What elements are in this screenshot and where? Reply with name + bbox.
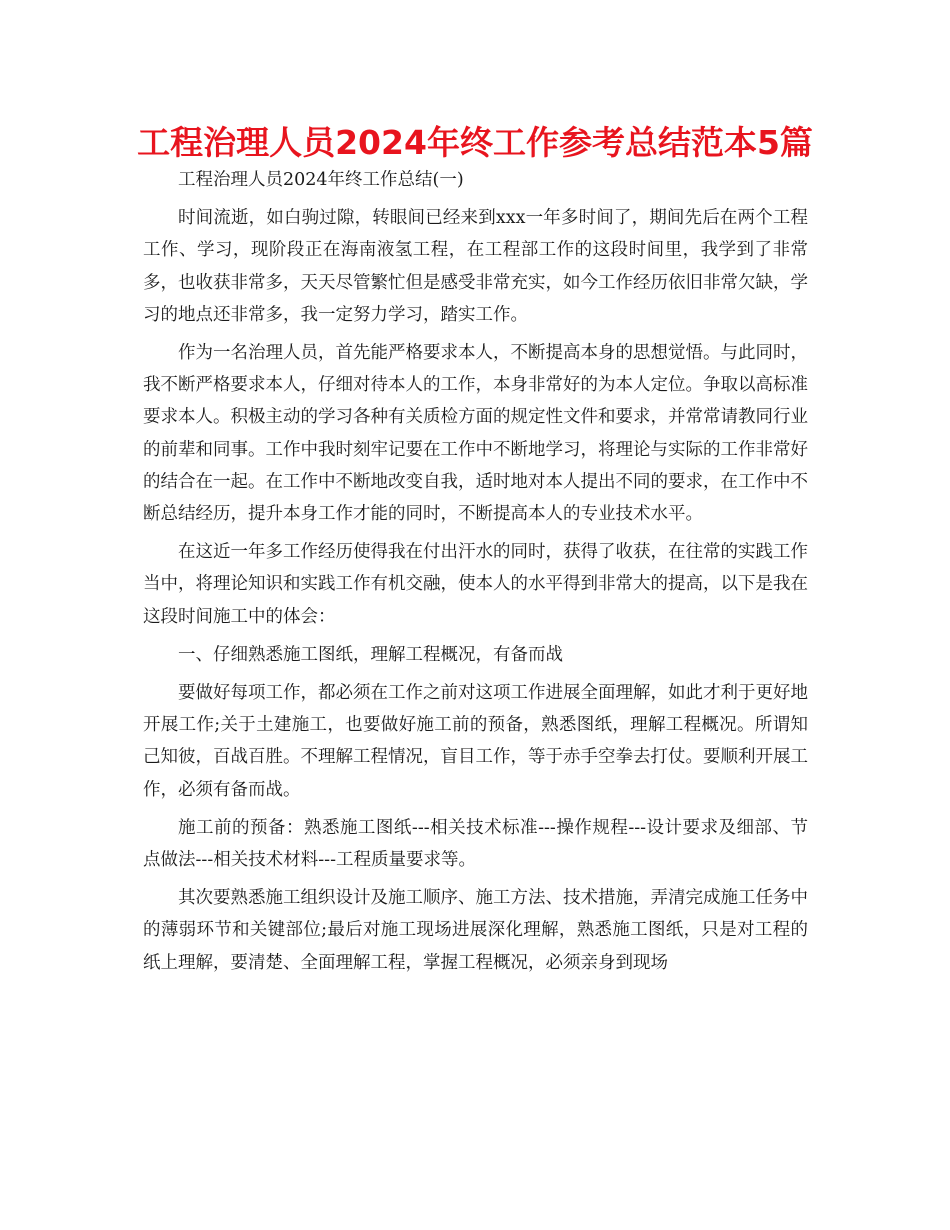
paragraph-pre-construction: 施工前的预备：熟悉施工图纸---相关技术标准---操作规程---设计要求及细部、节点做法---相关技术材料---工程质量要求等。 xyxy=(143,817,808,871)
paragraph-self-requirements: 作为一名治理人员，首先能严格要求本人，不断提高本身的思想觉悟。与此同时，我不断严格要求本人，仔细对待本人的工作，本身非常好的为本人定位。争取以高标准要求本人。积极主动的学习各种有关质检方面的规定性文件和要求，并常常请教同行业的前辈和同事。工作中我时刻牢记要在工作中不断地学习，将理论与实际的工作非常好的结合在一起。在工作中不断地改变自我，适时地对本人提出不同的要求，在工作中不断总结经历，提升本身工作才能的同时，不断提高本人的专业技术水平。 xyxy=(143,343,808,525)
document-body xyxy=(143,164,808,979)
paragraph-intro: 时间流逝，如白驹过隙，转眼间已经来到xxx一年多时间了，期间先后在两个工程工作、学习，现阶段正在海南液氢工程，在工程部工作的这段时间里，我学到了非常多，也收获非常多，天天尽管繁忙但是感受非常充实，如今工作经历依旧非常欠缺，学习的地点还非常多，我一定努力学习，踏实工作。 xyxy=(143,208,808,325)
section-heading-one: 一、仔细熟悉施工图纸，理解工程概况，有备而战 xyxy=(178,644,563,665)
paragraph-preparation: 要做好每项工作，都必须在工作之前对这项工作进展全面理解，如此才利于更好地开展工作;关于土建施工，也要做好施工前的预备，熟悉图纸，理解工程概况。所谓知己知彼，百战百胜。不理解工程情况，盲目工作，等于赤手空拳去打仗。要顺利开展工作，必须有备而战。 xyxy=(143,683,808,800)
document-title: 工程治理人员2024年终工作参考总结范本5篇 xyxy=(137,123,813,162)
paragraph-experience: 在这近一年多工作经历使得我在付出汗水的同时，获得了收获，在往常的实践工作当中，将理论知识和实践工作有机交融，使本人的水平得到非常大的提高，以下是我在这段时间施工中的体会： xyxy=(143,542,808,627)
paragraph-site-study: 其次要熟悉施工组织设计及施工顺序、施工方法、技术措施，弄清完成施工任务中的薄弱环节和关键部位;最后对施工现场进展深化理解，熟悉施工图纸，只是对工程的纸上理解，要清楚、全面理解工程，掌握工程概况，必须亲身到现场 xyxy=(143,888,808,973)
section-subtitle: 工程治理人员2024年终工作总结(一) xyxy=(178,170,464,190)
